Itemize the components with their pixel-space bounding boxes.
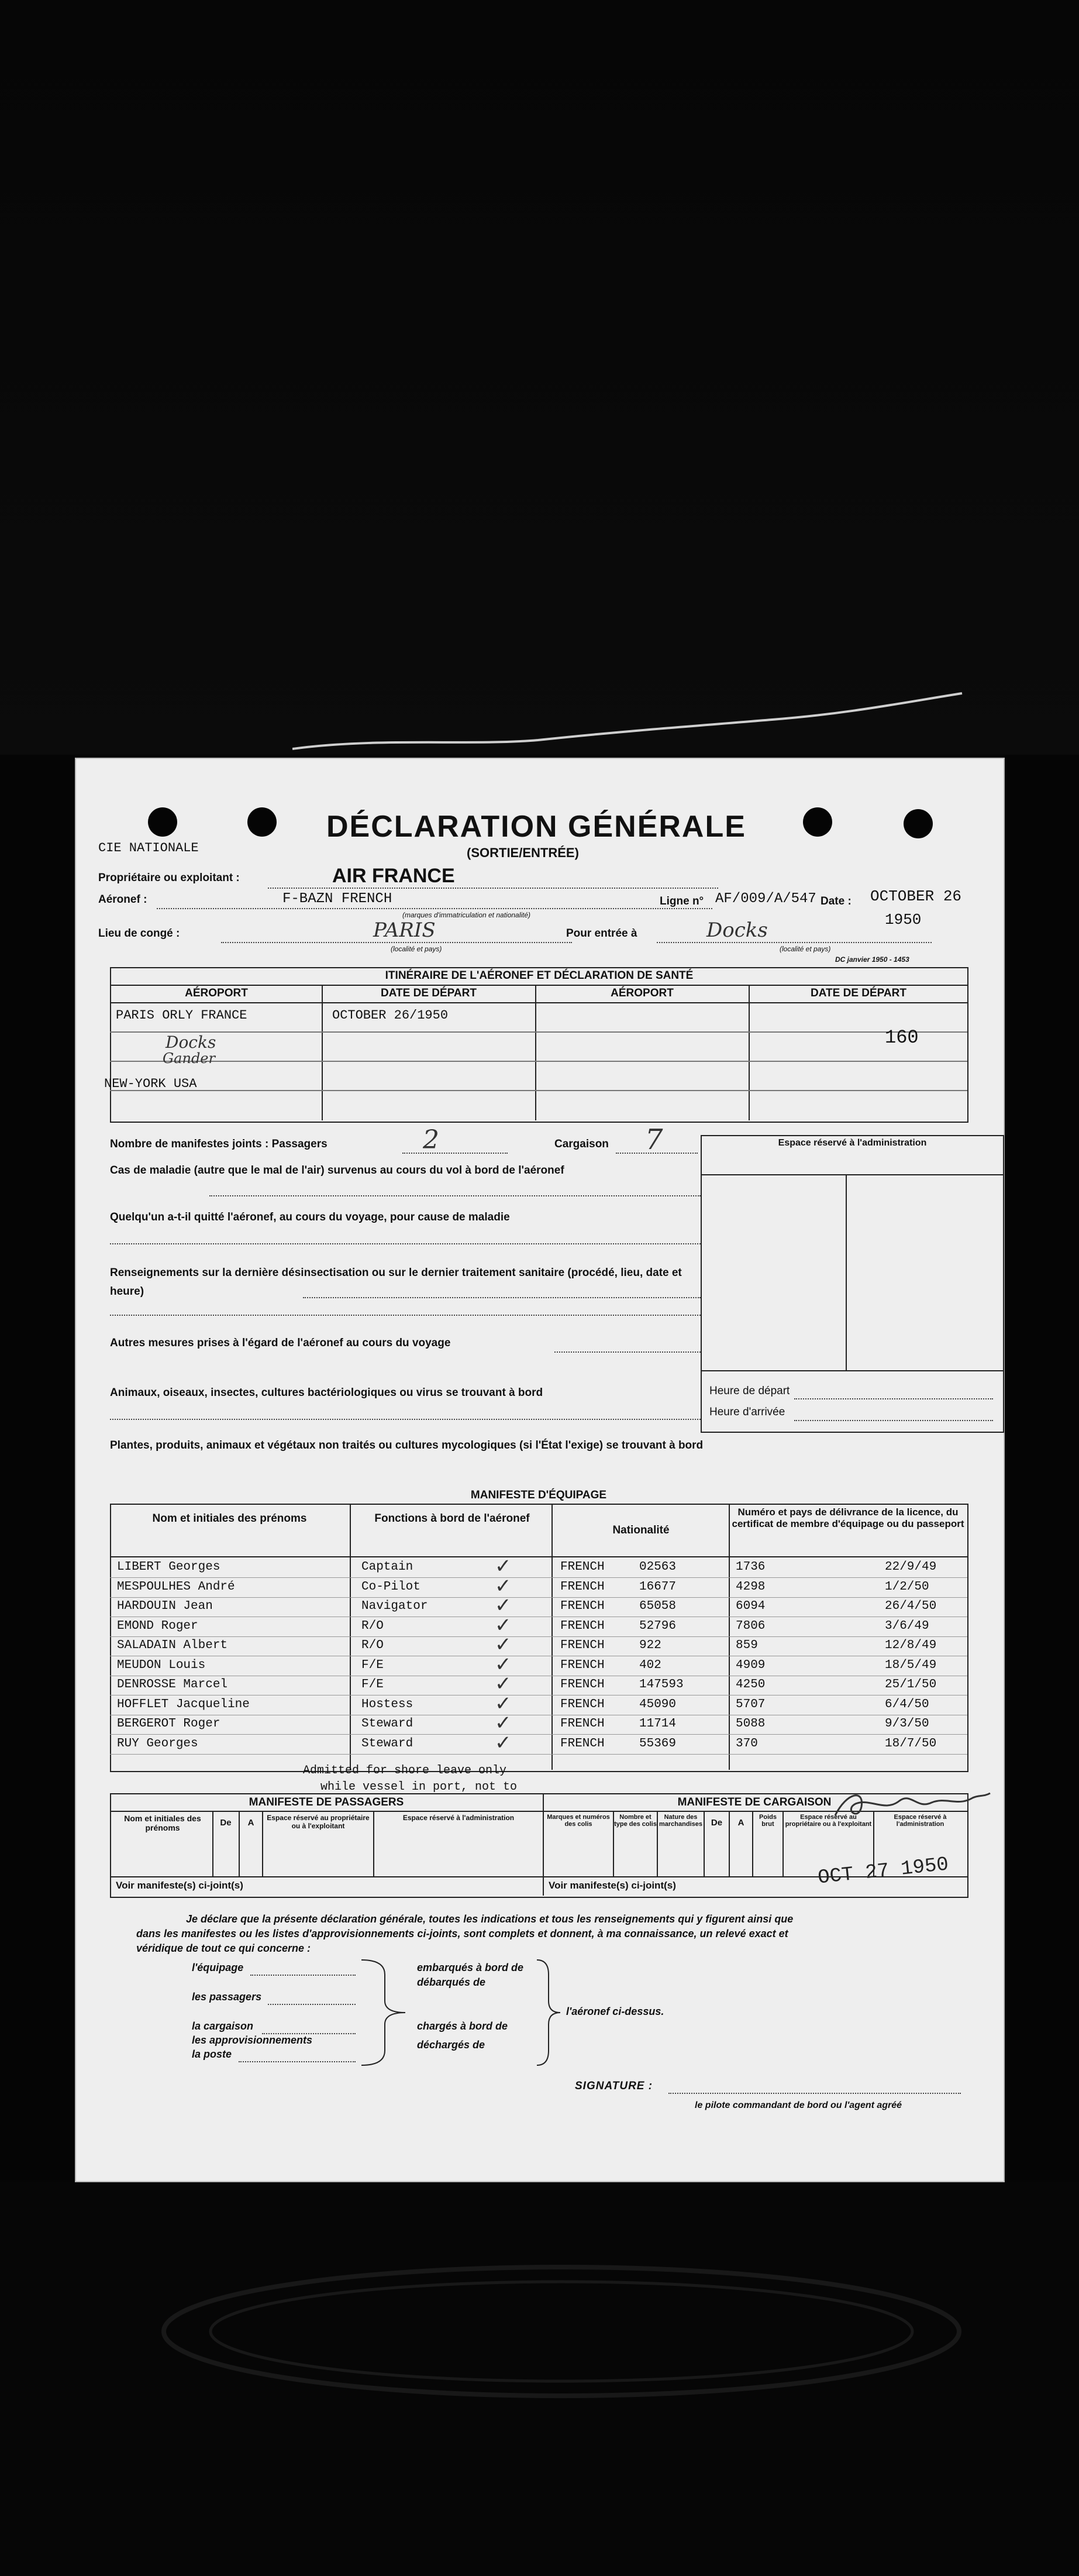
declaration-text: Je déclare que la présente déclaration générale, toutes les indications et tous les renseignements qui y figurent ainsi que [186, 1913, 794, 1925]
itinerary-col-airport-2: AÉROPORT [611, 987, 674, 999]
crew-name: HOFFLET Jacqueline [117, 1698, 250, 1711]
passenger-col-de: De [220, 1818, 232, 1828]
passenger-col-name: Nom et initiales des prénoms [124, 1814, 201, 1832]
passenger-col-reserved-admin: Espace réservé à l'administration [402, 1814, 515, 1822]
entry-value: Docks [706, 919, 768, 942]
crew-name: HARDOUIN Jean [117, 1600, 213, 1613]
crew-nationality: FRENCH [560, 1600, 605, 1613]
question-illness: Cas de maladie (autre que le mal de l'air) survenus au cours du vol à bord de l'aéronef [110, 1164, 564, 1177]
check-mark-icon: ✓ [495, 1673, 512, 1695]
crew-manifest-table [110, 1504, 968, 1772]
crew-license: 4909 [736, 1659, 766, 1672]
crew-num1: 16677 [639, 1580, 677, 1594]
owner-line [268, 888, 718, 889]
check-mark-icon: ✓ [495, 1555, 512, 1577]
declaration-text: véridique de tout ce qui concerne : [136, 1942, 311, 1954]
scan-background-top [0, 0, 1079, 755]
crew-name: DENROSSE Marcel [117, 1678, 228, 1691]
crew-nationality: FRENCH [560, 1678, 605, 1691]
manifests-label: Nombre de manifestes joints : Passagers [110, 1138, 328, 1150]
bracket-right [531, 1957, 566, 2068]
cargo-label: Cargaison [554, 1138, 609, 1150]
crew-name: BERGEROT Roger [117, 1717, 220, 1731]
unloaded-label: déchargés de [417, 2039, 485, 2051]
question-plants: Plantes, produits, animaux et végétaux non traités ou cultures mycologiques (si l'État l'exige) se trouvant à bord [110, 1439, 704, 1452]
crew-date: 18/7/50 [885, 1737, 937, 1750]
aircraft-note: (marques d'immatriculation et nationalité) [402, 911, 531, 919]
crew-col-license: Numéro et pays de délivrance de la licence, du certificat de membre d'équipage ou du passeport [732, 1507, 964, 1529]
check-mark-icon: ✓ [495, 1712, 512, 1734]
crew-name: MEUDON Louis [117, 1659, 206, 1672]
company-stamp: CIE NATIONALE [98, 841, 199, 855]
aircraft-value: F-BAZN FRENCH [282, 891, 392, 907]
crew-license: 4298 [736, 1580, 766, 1594]
cargo-col-reserved-owner: Espace réservé au propriétaire ou à l'exploitant [785, 1814, 872, 1828]
form-reference: DC janvier 1950 - 1453 [835, 955, 909, 964]
crew-date: 22/9/49 [885, 1560, 937, 1574]
itinerary-date: OCTOBER 26/1950 [332, 1008, 449, 1023]
declaration-mail-label: la poste [192, 2048, 232, 2060]
crew-license: 4250 [736, 1678, 766, 1691]
crew-license: 1736 [736, 1560, 766, 1574]
crew-row-divider [110, 1597, 967, 1598]
entry-note: (localité et pays) [780, 945, 831, 953]
itinerary-title: ITINÉRAIRE DE L'AÉRONEF ET DÉCLARATION DE SANTÉ [385, 969, 694, 982]
departure-note: (localité et pays) [391, 945, 442, 953]
declaration-passengers-label: les passagers [192, 1991, 262, 2003]
check-mark-icon: ✓ [495, 1732, 512, 1754]
cargo-col-nature: Nature des marchandises [659, 1814, 702, 1828]
signature-label: SIGNATURE : [575, 2080, 653, 2092]
punch-hole [904, 809, 933, 838]
crew-name: RUY Georges [117, 1737, 198, 1750]
crew-nationality: FRENCH [560, 1737, 605, 1750]
crew-row-divider [110, 1754, 967, 1755]
crew-row-divider [110, 1734, 967, 1735]
crew-role: Captain [361, 1560, 413, 1574]
cargo-col-weight: Poids brut [759, 1814, 777, 1828]
departure-value: PARIS [373, 919, 436, 942]
date-value: OCTOBER 26 [870, 888, 962, 905]
crew-col-name: Nom et initiales des prénoms [152, 1512, 307, 1525]
crew-num1: 147593 [639, 1678, 684, 1691]
signature-note: le pilote commandant de bord ou l'agent agréé [695, 2100, 902, 2110]
aircraft-label: Aéronef : [98, 893, 147, 906]
crew-role: Co-Pilot [361, 1580, 420, 1594]
crew-num1: 52796 [639, 1619, 677, 1633]
check-mark-icon: ✓ [495, 1693, 512, 1715]
crew-date: 9/3/50 [885, 1717, 929, 1731]
declaration-document [75, 758, 1005, 2182]
crew-role: Steward [361, 1737, 413, 1750]
crew-nationality: FRENCH [560, 1560, 605, 1574]
departure-time-label: Heure de départ [709, 1385, 790, 1397]
crew-role: F/E [361, 1678, 384, 1691]
admin-box-title: Espace réservé à l'administration [778, 1138, 927, 1148]
crew-license: 5088 [736, 1717, 766, 1731]
passengers-count: 2 [423, 1125, 439, 1155]
crew-role: Steward [361, 1717, 413, 1731]
aircraft-above-label: l'aéronef ci-dessus. [566, 2006, 664, 2017]
cargo-manifest-title: MANIFESTE DE CARGAISON [677, 1796, 832, 1808]
crew-role: Hostess [361, 1698, 413, 1711]
crew-name: SALADAIN Albert [117, 1639, 228, 1652]
itinerary-airport: Gander [163, 1050, 215, 1067]
landed-label: débarqués de [417, 1976, 486, 1988]
document-subtitle: (SORTIE/ENTRÉE) [467, 845, 579, 860]
owner-value: AIR FRANCE [332, 865, 455, 887]
punch-hole [148, 807, 177, 837]
owner-label: Propriétaire ou exploitant : [98, 872, 240, 884]
cargo-footer: Voir manifeste(s) ci-joint(s) [549, 1880, 676, 1891]
entry-line [657, 942, 932, 943]
itinerary-stamp-number: 160 [885, 1027, 919, 1048]
crew-nationality: FRENCH [560, 1580, 605, 1594]
signature-line[interactable] [668, 2093, 961, 2094]
crew-license: 6094 [736, 1600, 766, 1613]
crew-date: 26/4/50 [885, 1600, 937, 1613]
passenger-col-reserved-owner: Espace réservé au propriétaire ou à l'exploitant [267, 1814, 370, 1830]
crew-license: 5707 [736, 1698, 766, 1711]
shore-leave-stamp: while vessel in port, not to [320, 1780, 518, 1794]
passenger-col-a: A [247, 1818, 254, 1828]
check-mark-icon: ✓ [495, 1614, 512, 1636]
declaration-supplies-label: les approvisionnements [192, 2034, 313, 2046]
crew-date: 25/1/50 [885, 1678, 937, 1691]
crew-row-divider [110, 1577, 967, 1578]
crew-name: LIBERT Georges [117, 1560, 220, 1574]
entry-label: Pour entrée à [566, 927, 637, 940]
cargo-col-marks: Marques et numéros des colis [547, 1814, 610, 1828]
crew-nationality: FRENCH [560, 1619, 605, 1633]
crew-num1: 11714 [639, 1717, 677, 1731]
embarked-label: embarqués à bord de [417, 1962, 524, 1973]
itinerary-col-date-2: DATE DE DÉPART [811, 987, 906, 999]
aircraft-line [157, 908, 712, 909]
crew-name: EMOND Roger [117, 1619, 198, 1633]
check-mark-icon: ✓ [495, 1633, 512, 1656]
crew-date: 6/4/50 [885, 1698, 929, 1711]
crew-date: 12/8/49 [885, 1639, 937, 1652]
crew-license: 370 [736, 1737, 758, 1750]
question-other-measures: Autres mesures prises à l'égard de l'aéronef au cours du voyage [110, 1337, 451, 1349]
crew-num1: 65058 [639, 1600, 677, 1613]
date-label: Date : [821, 895, 852, 907]
cargo-count: 7 [645, 1123, 663, 1156]
crew-name: MESPOULHES André [117, 1580, 235, 1594]
itinerary-col-date-1: DATE DE DÉPART [381, 987, 477, 999]
punch-hole [803, 807, 832, 837]
check-mark-icon: ✓ [495, 1594, 512, 1617]
crew-date: 1/2/50 [885, 1580, 929, 1594]
crew-manifest-title: MANIFESTE D'ÉQUIPAGE [470, 1489, 607, 1501]
archive-seal-watermark [152, 2258, 971, 2405]
inspector-signature [829, 1780, 993, 1824]
itinerary-airport: NEW-YORK USA [104, 1077, 197, 1091]
question-animals: Animaux, oiseaux, insectes, cultures bactériologiques ou virus se trouvant à bord [110, 1387, 543, 1399]
passenger-manifest-title: MANIFESTE DE PASSAGERS [249, 1796, 404, 1808]
loaded-label: chargés à bord de [417, 2020, 508, 2032]
question-left-aircraft: Quelqu'un a-t-il quitté l'aéronef, au cours du voyage, pour cause de maladie [110, 1211, 510, 1223]
crew-col-nationality: Nationalité [612, 1524, 670, 1536]
crew-row-divider [110, 1636, 967, 1637]
question-disinsection: Renseignements sur la dernière désinsectisation ou sur le dernier traitement sanitaire (procédé, lieu, date et heure) [110, 1267, 682, 1298]
crew-nationality: FRENCH [560, 1639, 605, 1652]
itinerary-airport: PARIS ORLY FRANCE [116, 1008, 247, 1023]
crew-num1: 55369 [639, 1737, 677, 1750]
date-year: 1950 [885, 911, 922, 928]
crew-date: 18/5/49 [885, 1659, 937, 1672]
arrival-time-label: Heure d'arrivée [709, 1406, 785, 1418]
declaration-text: dans les manifestes ou les listes d'approvisionnements ci-joints, sont complets et donnent, à ma connaissance, un relevé exact et [136, 1928, 788, 1939]
crew-role: F/E [361, 1659, 384, 1672]
itinerary-col-airport-1: AÉROPORT [185, 987, 248, 999]
cargo-col-count: Nombre et type des colis [614, 1814, 657, 1828]
crew-role: R/O [361, 1639, 384, 1652]
bracket-left [356, 1957, 414, 2068]
passenger-footer: Voir manifeste(s) ci-joint(s) [116, 1880, 243, 1891]
check-mark-icon: ✓ [495, 1653, 512, 1676]
date-received-stamp: OCT 27 1950 [816, 1853, 950, 1890]
crew-role: R/O [361, 1619, 384, 1633]
punch-hole [247, 807, 277, 837]
crew-num1: 02563 [639, 1560, 677, 1574]
crew-num1: 45090 [639, 1698, 677, 1711]
crew-num1: 402 [639, 1659, 661, 1672]
crew-nationality: FRENCH [560, 1659, 605, 1672]
line-label: Ligne n° [660, 895, 704, 907]
departure-line [221, 942, 572, 943]
declaration-crew-label: l'équipage [192, 1962, 244, 1973]
crew-nationality: FRENCH [560, 1698, 605, 1711]
check-mark-icon: ✓ [495, 1575, 512, 1597]
crew-role: Navigator [361, 1600, 428, 1613]
declaration-cargo-label: la cargaison [192, 2020, 254, 2032]
crew-date: 3/6/49 [885, 1619, 929, 1633]
document-title: DÉCLARATION GÉNÉRALE [326, 810, 746, 844]
shore-leave-stamp: Admitted for shore leave only [303, 1764, 507, 1777]
itinerary-airport: Docks [166, 1033, 216, 1052]
cargo-col-de: De [711, 1818, 723, 1828]
crew-license: 859 [736, 1639, 758, 1652]
crew-license: 7806 [736, 1619, 766, 1633]
line-value: AF/009/A/547 [715, 891, 816, 907]
departure-label: Lieu de congé : [98, 927, 180, 940]
crew-num1: 922 [639, 1639, 661, 1652]
loose-thread [292, 690, 965, 761]
crew-col-function: Fonctions à bord de l'aéronef [374, 1512, 530, 1525]
cargo-col-reserved-admin: Espace réservé à l'administration [894, 1814, 947, 1828]
cargo-col-a: A [737, 1818, 744, 1828]
crew-nationality: FRENCH [560, 1717, 605, 1731]
